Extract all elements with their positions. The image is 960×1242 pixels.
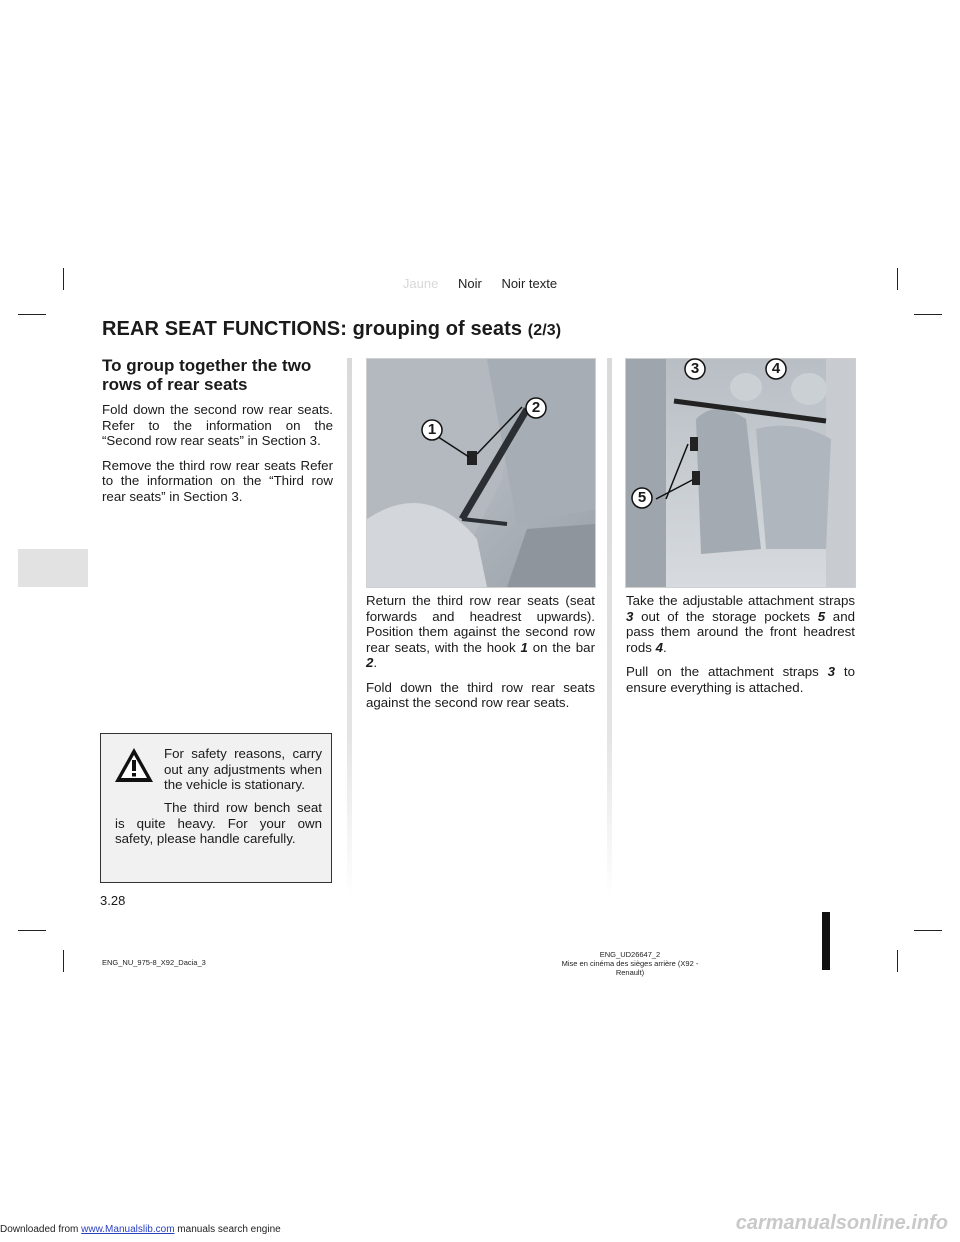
section-heading: To group together the two rows of rear seats — [102, 356, 312, 394]
footer-right — [560, 950, 700, 977]
photo-attachment-straps — [625, 358, 856, 588]
text-run: on the bar — [527, 639, 595, 655]
text-run: . — [662, 639, 667, 655]
strap-ref: 3 — [626, 608, 634, 624]
crop-mark — [897, 950, 898, 972]
paragraph: Fold down the second row rear seats. Refer to the information on the “Second row rear seats” in Section 3. — [102, 402, 333, 448]
paragraph: Remove the third row rear seats Refer to the information on the “Third row rear seats” in Section 3. — [102, 457, 333, 504]
strap-ref: 3 — [827, 664, 836, 679]
callout-2 — [525, 397, 547, 419]
page-title-sub: (2/3) — [527, 322, 562, 339]
banner-prefix: Downloaded from — [0, 1224, 82, 1235]
page-number: 3.28 — [100, 893, 126, 908]
callout-label: 3 — [690, 360, 700, 377]
rod-ref: 4 — [655, 639, 663, 655]
footer-right-code: ENG_UD26647_2 — [599, 950, 661, 959]
banner-suffix: manuals search engine — [174, 1224, 281, 1235]
crop-mark — [63, 950, 64, 972]
seat-illustration — [367, 359, 595, 587]
crop-mark — [914, 314, 942, 315]
warning-text-1: For safety reasons, carry out any adjustments when the vehicle is stationary. — [164, 746, 322, 792]
text-run: out of the storage pockets — [633, 608, 818, 624]
text-run: . — [373, 655, 378, 670]
callout-label: 1 — [427, 421, 437, 438]
footer-left-code: ENG_NU_975-8_X92_Dacia_3 — [102, 958, 206, 967]
page-title-main: REAR SEAT FUNCTIONS: grouping of seats — [102, 318, 523, 340]
crop-mark — [914, 930, 942, 931]
column-separator — [347, 358, 352, 898]
column-separator — [607, 358, 612, 898]
paragraph — [626, 664, 855, 695]
pocket-ref: 5 — [817, 608, 826, 624]
callout-3 — [684, 358, 706, 380]
callout-4 — [765, 358, 787, 380]
text-run: and pass them around the front headrest rods — [626, 608, 855, 655]
watermark: carmanualsonline.info — [735, 1212, 948, 1234]
callout-label: 5 — [637, 489, 647, 506]
manualslib-link[interactable]: www.Manualslib.com — [81, 1224, 175, 1235]
color-label-jaune: Jaune — [402, 276, 439, 291]
middle-column — [366, 593, 595, 720]
paragraph — [366, 593, 595, 671]
print-color-labels — [0, 276, 960, 291]
crop-mark — [18, 930, 46, 931]
callout-5 — [631, 487, 653, 509]
paragraph: Fold down the third row rear seats against the second row rear seats. — [366, 679, 595, 710]
seat-illustration — [626, 359, 855, 587]
margin-bar — [822, 912, 830, 970]
photo-hook-on-bar — [366, 358, 596, 588]
crop-mark — [18, 314, 46, 315]
left-column — [102, 356, 333, 513]
text-run: Return the third row rear seats (seat forwards and headrest upwards). Position them against the second row rear seats, with the hook — [366, 593, 595, 655]
warning-text-2: The third row bench seat is quite heavy. For your own safety, please handle carefully. — [115, 800, 322, 846]
color-label-noir-texte: Noir texte — [501, 276, 558, 291]
footer-right-title: Mise en cinéma des sièges arrière (X92 - Renault) — [561, 959, 699, 977]
color-label-noir: Noir — [457, 276, 482, 291]
page-title — [102, 318, 561, 341]
paragraph — [626, 593, 855, 655]
bar-ref: 2 — [366, 655, 374, 670]
callout-label: 4 — [771, 360, 781, 377]
warning-triangle-icon — [113, 746, 155, 784]
hook-ref: 1 — [520, 639, 528, 655]
callout-label: 2 — [531, 399, 541, 416]
warning-box — [100, 733, 332, 883]
text-run: to ensure everything is attached. — [626, 664, 855, 695]
download-banner — [0, 1224, 281, 1235]
section-tab — [18, 549, 88, 587]
callout-1 — [421, 419, 443, 441]
right-column — [626, 593, 855, 704]
text-run: Take the adjustable attachment straps — [626, 593, 855, 608]
text-run: Pull on the attachment straps — [626, 664, 828, 679]
